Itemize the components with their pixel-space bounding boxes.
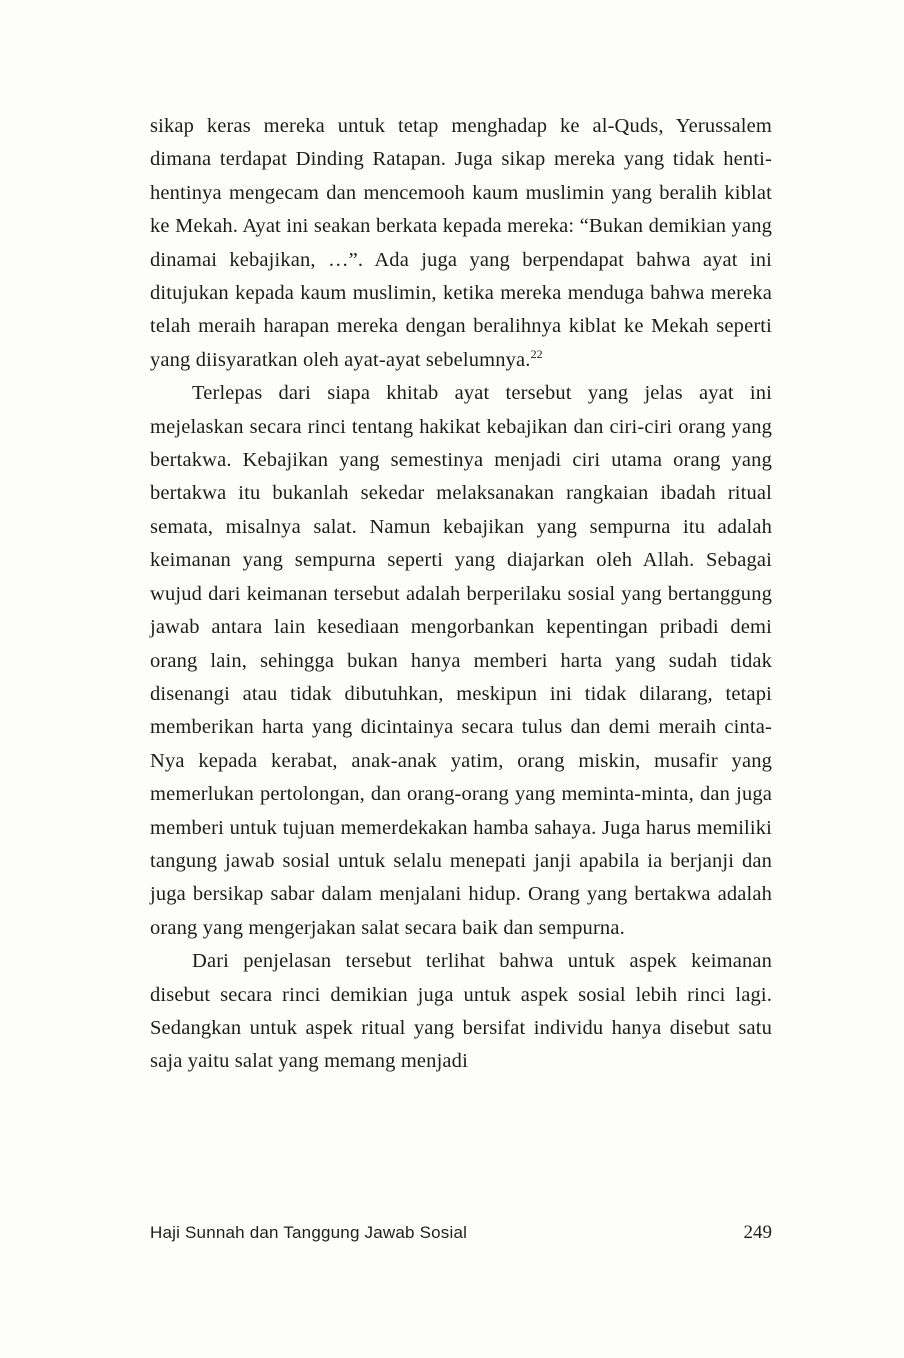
body-text: [150, 110, 772, 1079]
paragraph-1-text: sikap keras mereka untuk tetap menghadap ke al-Quds, Yerussalem dimana terdapat Dinding Ratapan. Juga sikap mereka yang tidak henti-hentinya mengecam dan mencemooh kaum muslimin yang beralih kiblat ke Mekah. Ayat ini seakan berkata kepada mereka: “Bukan demikian yang dinamai kebajikan, …”. Ada juga yang berpendapat bahwa ayat ini ditujukan kepada kaum muslimin, ketika mereka menduga bahwa mereka telah meraih harapan mereka dengan beralihnya kiblat ke Mekah seperti yang diisyaratkan oleh ayat-ayat sebelumnya.: [150, 115, 772, 371]
paragraph-1: [150, 110, 772, 377]
paragraph-3: Dari penjelasan tersebut terlihat bahwa untuk aspek keimanan disebut secara rinci demikian juga untuk aspek sosial lebih rinci lagi. Sedangkan untuk aspek ritual yang bersifat individu hanya disebut satu saja yaitu salat yang memang menjadi: [150, 950, 772, 1073]
footnote-reference: 22: [530, 347, 543, 362]
page-footer: [150, 1222, 772, 1244]
page-number: 249: [743, 1222, 772, 1243]
paragraph-2: Terlepas dari siapa khitab ayat tersebut yang jelas ayat ini mejelaskan secara rinci tentang hakikat kebajikan dan ciri-ciri orang yang bertakwa. Kebajikan yang semestinya menjadi ciri utama orang yang bertakwa itu bukanlah sekedar melaksanakan rangkaian ibadah ritual semata, misalnya salat. Namun kebajikan yang sempurna itu adalah keimanan yang sempurna seperti yang diajarkan oleh Allah. Sebagai wujud dari keimanan tersebut adalah berperilaku sosial yang bertanggung jawab antara lain kesediaan mengorbankan kepentingan pribadi demi orang lain, sehingga bukan hanya memberi harta yang sudah tidak disenangi atau tidak dibutuhkan, meskipun ini tidak dilarang, tetapi memberikan harta yang dicintainya secara tulus dan demi meraih cinta-Nya kepada kerabat, anak-anak yatim, orang miskin, musafir yang memerlukan pertolongan, dan orang-orang yang meminta-minta, dan juga memberi untuk tujuan memerdekakan hamba sahaya. Juga harus memiliki tangung jawab sosial untuk selalu menepati janji apabila ia berjanji dan juga bersikap sabar dalam menjalani hidup. Orang yang bertakwa adalah orang yang mengerjakan salat secara baik dan sempurna.: [150, 382, 772, 939]
running-title: Haji Sunnah dan Tanggung Jawab Sosial: [150, 1223, 468, 1242]
